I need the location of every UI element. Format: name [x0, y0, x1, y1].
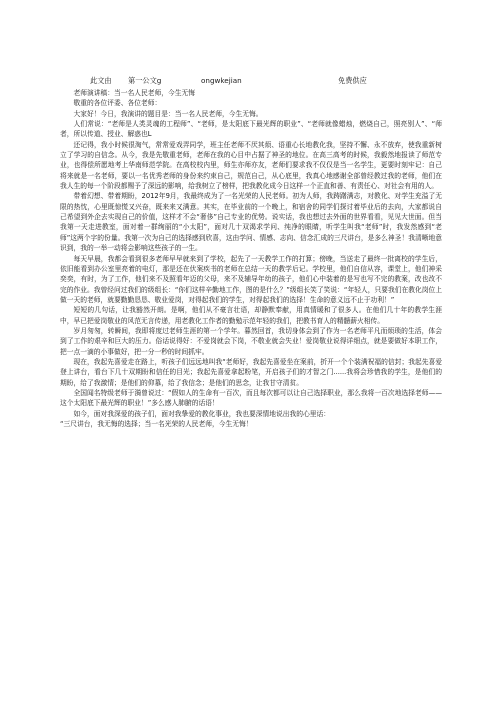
paragraph: 现在，我起先喜爱走在路上，听孩子们远远地叫我“老师好，我起先喜爱坐在案前，折开一个个装满祝福的信封；我起先喜爱登上讲台，看台下几十双期盼和信任的目光；我起先喜爱拿起粉笔，开启孩子们的才智之门......我将会珍惜我的学生，是他们的期盼，给了我激情；是他们的仰慕，给了我信念；是他们的思念，让我甘守清贫。	[60, 357, 442, 387]
paragraph: 敬重的各位评委、各位老师：	[73, 99, 162, 108]
paragraph: 如今，面对我深爱的孩子们，面对我挚爱的教化事业，我也要深情地说出我的心里话：	[73, 409, 331, 418]
paragraph: 老师演讲稿：当一名人民老师，今生无悔	[73, 89, 196, 97]
paragraph: 每天早晨，我都会看到很多老师早早就来到了学校，起先了一天教学工作的打算；傍晚，当送走了最终一批离校的学生后，依旧能看到办公室里亮着的电灯，那是还在伏案疾书的老师在总结一天的教学后记。学校里，他们自信从容，课堂上，他们神采奕奕，有时，为了工作，他们来不及照看年迈的父母，来不及辅导年幼的孩子，他们心中装着的是写也写不完的教案，改也改不完的作业。我曾经问过我们的级组长：“你们这样辛勤地工作，图的是什么？”级组长笑了笑说：“年轻人，只要我们在教化岗位上做一天的老师，就要勤勤恳恳、敬业爱岗，对得起我们的学生，对得起我们的选择！生命的意义远不止于功利！”	[60, 254, 442, 304]
paragraph: 人们常说：“老师是人类灵魂的工程师”、“老师，是太阳底下最光辉的职业”、“老师就像蜡烛，燃烧自己，照亮别人”、“师者，所以传道、授业、解惑也L	[60, 120, 442, 139]
paragraph: 全国闻名特级老师于漪曾说过：“假如人的生命有一百次，而且每次都可以让自己选择职业，那么我将一百次地选择老师——这个太阳底下最光辉的职业！”多么感人肺腑的话语！	[60, 388, 442, 408]
paragraph: 还记得，我小时候很淘气，常常爱戏弄同学，班主任老师不厌其烦、语重心长地教化我，坚持不懈、永不放弃，使我重新树立了学习的自信念。从今，我是先敬重老师，老师在我的心目中占据了神圣的地位。在高三高考的时候，我毅然地报读了师范专业，也得偿所愿地考上华南师范学院。在高校校内里，师生亦师亦友，老师们要求我不仅仅是当一名学生，更要时刻牢记：自己将来就是一名老师，要以一名优秀老师的身份来约束自己，规范自己，从心底里，我真心地感谢全部曾经教过我的老师，他们在我人生的每一个阶段都赐予了深远的影响，给我树立了榜样，把我教化成今日这样一个正直和善、有责任心、对社会有用的人。	[60, 140, 442, 191]
paragraph: “三尺讲台，我无悔的选择；当一名光荣的人民老师，今生无悔！	[60, 420, 253, 428]
paragraph: 带着幻想、带着期盼，2012年9月，我最终成为了一名光荣的人民老师。初为人师，我踌躇满志，对教化、对学生充溢了无限的热忱，心里既惊慌又兴奋，既来来又满意。其实，在毕业前的一个晚上，和宿舍的同学们探讨着毕业后的去向，大家都说自己希望到外企去实现自己的价值，这样才不会“奢侈”自己专业的优势。说实话，我也想过去外面的世界看看，见见大世面。但当我第一天走进教室，面对着一群绚丽的“小太阳”，面对几十双渴求学问、纯净的眼睛，听学生叫我“老师”时，我发然感到“老师”这两个字的份量。我第一次为自己的选择感到欣喜，这由学问、情感、志向、信念汇成的三尺讲台，是多么神圣！我清晰地意识到，我的一举一动将会影响这些孩子的一生。	[60, 192, 442, 253]
document-body	[60, 88, 442, 429]
document-header	[90, 75, 420, 87]
header-left-text: 此文由	[90, 76, 112, 85]
paragraph: 岁月匆匆，转瞬间，我即将度过老师生涯的第一个学年。暮然回首，我切身体会到了作为一名老师平凡而烦琐的生活，体会到了工作的艰辛和巨大的压力。俗话说得好：不爱岗就会下岗，不敬业就会失业！爱岗敬业说得详细点，就是要做好本职工作，把一点一滴的小事做好，把一分一秒的时间抓牢。	[60, 326, 442, 356]
header-right-text: 免费供应	[338, 76, 367, 85]
paragraph: 短短的几句话，让我豁然开朗。是啊，他们从不豪言壮语，却静默奉献，用真情暖和了很多人。在他们几十年的教学生涯中，早已把爱岗敬业的风范无言传递，用老教化工作者的勤勉示范年轻的我们，把教书育人的精髓薪火相传。	[60, 306, 442, 325]
paragraph: 大家好！今日，我演讲的题目是：当一名人民老师，今生无悔。	[73, 109, 263, 118]
header-author: 第一公文g	[128, 76, 162, 85]
header-site: ongwkejian	[201, 76, 242, 85]
